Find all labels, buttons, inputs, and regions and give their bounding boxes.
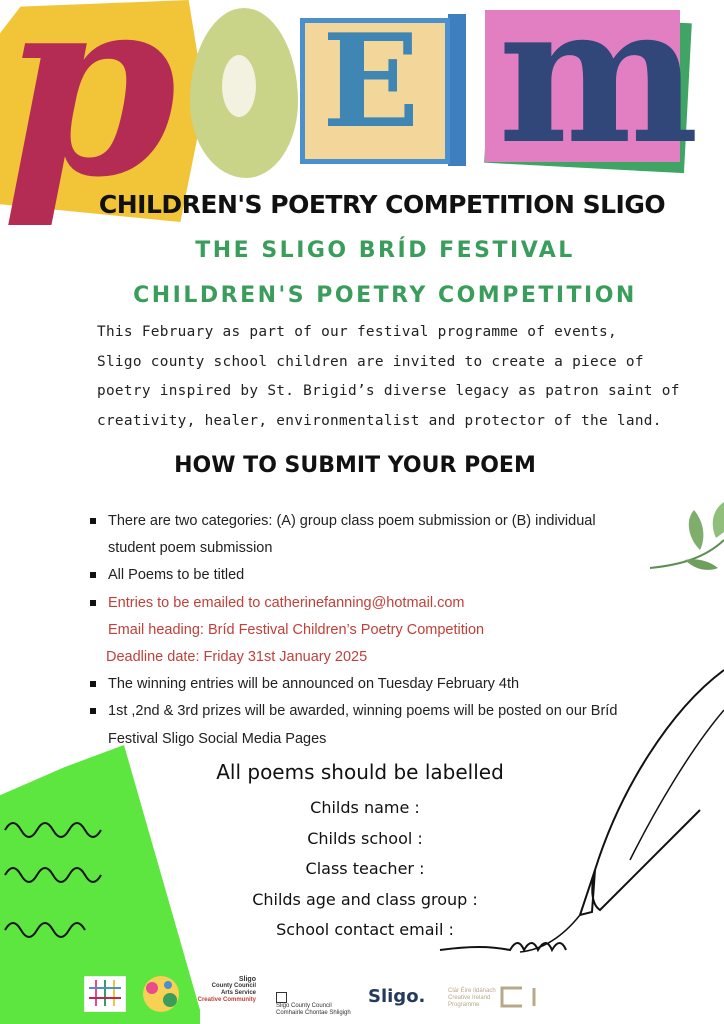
letter-m: m <box>498 0 700 186</box>
brid-festival-logo-icon <box>84 976 126 1012</box>
sponsor-logos <box>80 972 640 1014</box>
bullet-icon <box>90 681 96 687</box>
list-item: All Poems to be titled <box>90 562 650 589</box>
list-item-continued: student poem submission <box>108 540 273 557</box>
letter-p: p <box>2 0 177 232</box>
how-to-heading: HOW TO SUBMIT YOUR POEM <box>174 453 536 478</box>
sligo-logo: Sligo. <box>368 986 426 1007</box>
intro-line: creativity, healer, environmentalist and protector of the land. <box>97 412 662 429</box>
bullet-icon <box>90 572 96 578</box>
label-item: Class teacher : <box>305 859 425 878</box>
letter-o-hole <box>222 55 256 117</box>
label-item: School contact email : <box>276 920 454 939</box>
intro-line: This February as part of our festival programme of events, <box>97 324 617 340</box>
main-title: CHILDREN'S POETRY COMPETITION SLIGO <box>98 190 666 219</box>
arts-service-logo: Sligo County Council Arts Service Creative Community <box>197 976 256 1003</box>
list-item-continued: Festival Sligo Social Media Pages <box>108 730 327 747</box>
leaf-sprig-icon <box>650 480 724 580</box>
list-item: The winning entries will be announced on Tuesday February 4th <box>90 671 650 698</box>
festival-title: THE SLIGO BRÍD FESTIVAL <box>195 238 575 263</box>
deadline-line: Deadline date: Friday 31st January 2025 <box>106 649 368 666</box>
creative-ireland-logo: Clár Éire Ildánach Creative Ireland Programme <box>448 988 496 1008</box>
email-heading-line: Email heading: Bríd Festival Children’s Poetry Competition <box>108 621 485 638</box>
county-council-logo: Sligo County Council Comhairle Chontae Shligigh <box>276 992 356 1017</box>
competition-title: CHILDREN'S POETRY COMPETITION <box>133 283 637 308</box>
label-item: Childs school : <box>307 828 423 848</box>
intro-line: poetry inspired by St. Brigid’s diverse legacy as patron saint of <box>97 383 680 399</box>
creative-ireland-mark-icon <box>500 986 542 1008</box>
label-item: Childs name : <box>310 798 420 817</box>
intro-paragraph <box>97 318 697 436</box>
bullet-icon <box>90 708 96 714</box>
intro-line: Sligo county school children are invited to create a piece of <box>97 353 644 370</box>
crest-icon <box>276 992 287 1003</box>
bullet-icon <box>90 518 96 524</box>
labels-heading: All poems should be labelled <box>216 760 504 784</box>
label-item: Childs age and class group : <box>252 889 478 909</box>
community-logo-icon <box>138 974 184 1014</box>
bullet-icon <box>90 600 96 606</box>
list-item: There are two categories: (A) group class poem submission or (B) individual <box>90 508 650 535</box>
block-side <box>448 14 466 166</box>
letter-e: E <box>322 7 420 157</box>
labels-list <box>0 793 724 946</box>
list-item: Entries to be emailed to catherinefanning@hotmail.com <box>90 590 650 617</box>
list-item: 1st ,2nd & 3rd prizes will be awarded, winning poems will be posted on our Bríd <box>90 698 650 725</box>
